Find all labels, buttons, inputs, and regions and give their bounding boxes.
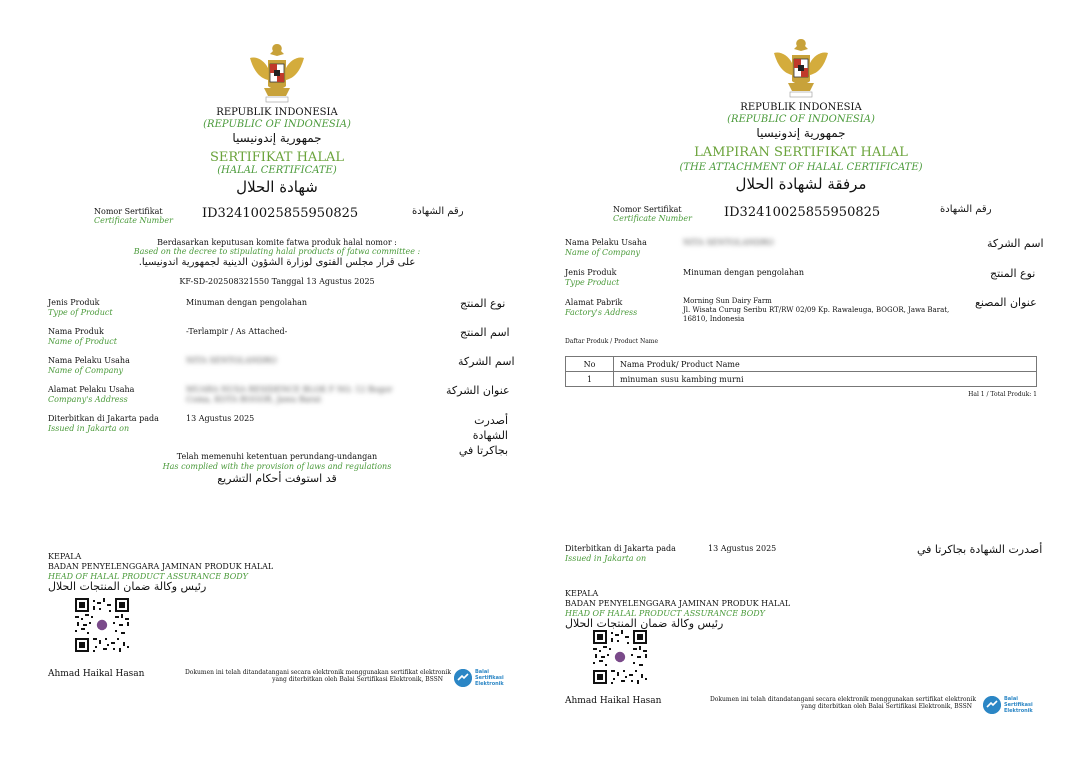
row-label-ar: اسم الشركة [458,355,515,368]
complied-text-en: Has complied with the provision of laws and regulations [162,462,392,471]
complied-text-ar: قد استوفت أحكام التشريع [217,472,337,485]
bsre-label: Sertifikasi [475,675,504,681]
cert-number-label-en: Certificate Number [613,214,692,223]
decree-text: Berdasarkan keputusan komite fatwa produk halal nomor : [157,238,397,247]
agency-name-en: HEAD OF HALAL PRODUCT ASSURANCE BODY [48,572,248,581]
issued-label: Diterbitkan di Jakarta pada [565,544,676,553]
issued-label-en: Issued in Jakarta on [565,554,647,563]
product-table [565,356,1037,387]
row-value: 13 Agustus 2025 [186,414,255,423]
bsre-label: Elektronik [475,681,504,687]
row-label-ar: نوع المنتج [460,297,506,310]
cell-product-name: minuman susu kambing murni [614,372,1037,387]
row-value: 16810, Indonesia [683,315,745,323]
cell-no: 1 [566,372,614,387]
republic-title-en: (REPUBLIC OF INDONESIA) [727,114,875,125]
row-label-en: Issued in Jakarta on [48,424,130,433]
bsre-label: Sertifikasi [1004,702,1033,708]
row-label: Alamat Pabrik [565,298,623,307]
row-label: Nama Produk [48,327,104,336]
row-label: Alamat Pelaku Usaha [48,385,135,394]
product-list-title: Daftar Produk / Product Name [565,338,659,345]
republic-title: REPUBLIK INDONESIA [216,107,338,118]
signer-name: Ahmad Haikal Hasan [565,696,662,706]
page-info: Hal 1 / Total Produk: 1 [968,391,1037,398]
republic-title-ar: جمهورية إندونيسيا [756,126,846,140]
row-label: Diterbitkan di Jakarta pada [48,414,159,423]
head-title: KEPALA [565,589,599,598]
row-label-en: Name of Company [565,248,641,257]
row-label-ar: اسم الشركة [987,237,1044,250]
row-value: Jl. Wisata Curug Seribu RT/RW 02/09 Kp. Rawaleuga, BOGOR, Jawa Barat, [683,306,950,314]
footer-text: yang diterbitkan oleh Balai Sertifikasi Elektronik, BSSN [272,676,443,683]
attachment-title-en: (THE ATTACHMENT OF HALAL CERTIFICATE) [679,162,923,173]
cert-number-label-ar: رقم الشهادة [940,204,992,215]
row-value: Minuman dengan pengolahan [186,298,308,307]
decree-text-en: Based on the decree to stipulating halal products of fatwa committee : [133,247,421,256]
qr-code-icon [75,598,129,652]
garuda-emblem-icon [246,40,308,106]
bsre-label: Balai [475,669,489,675]
row-label: Jenis Produk [48,298,100,307]
signer-name: Ahmad Haikal Hasan [48,669,145,679]
attachment-title-ar: مرفقة لشهادة الحلال [735,175,867,193]
row-label-ar: عنوان المصنع [975,296,1037,309]
row-label: Jenis Produk [565,268,617,277]
header-product-name: Nama Produk/ Product Name [614,357,1037,372]
agency-name: BADAN PENYELENGGARA JAMINAN PRODUK HALAL [565,599,791,608]
row-label-en: Factory's Address [565,308,638,317]
table-header-row [566,357,1037,372]
agency-name: BADAN PENYELENGGARA JAMINAN PRODUK HALAL [48,562,274,571]
row-value: NITA SENTOLANDRO [186,356,277,365]
row-value: MUARA NUSA RESIDENCE BLOK F NO. 12 Bogor Coma, KOTA BOGOR, Jawa Barat [186,385,393,404]
garuda-emblem-icon [770,35,832,101]
agency-name-ar: رئيس وكالة ضمان المنتجات الحلال [48,580,207,593]
bsre-label: Elektronik [1004,708,1033,714]
certificate-title-ar: شهادة الحلال [236,178,318,196]
header-no: No [566,357,614,372]
row-label-ar: نوع المنتج [990,267,1036,280]
bsre-label: Balai [1004,696,1018,702]
certificate-title-en: (HALAL CERTIFICATE) [217,165,337,176]
row-value: Minuman dengan pengolahan [683,268,805,277]
certificate-title: SERTIFIKAT HALAL [210,150,344,165]
cert-number-label-en: Certificate Number [94,216,173,225]
cert-number: ID32410025855950825 [724,205,881,220]
footer-text: Dokumen ini telah ditandatangani secara elektronik menggunakan sertifikat elektronik [185,669,451,676]
bsre-logo-icon [454,669,472,687]
decree-text-ar: على قرار مجلس الفتوى لوزارة الشؤون الدينية لجمهورية اندونيسيا. [138,257,416,268]
agency-name-ar: رئيس وكالة ضمان المنتجات الحلال [565,617,724,630]
row-value: Morning Sun Dairy Farm [683,297,772,305]
cert-number-label: Nomor Sertifikat [94,207,163,216]
row-label-en: Name of Product [48,337,117,346]
table-row [566,372,1037,387]
row-label-en: Name of Company [48,366,124,375]
issued-date: 13 Agustus 2025 [708,544,777,553]
row-label-en: Type of Product [48,308,113,317]
qr-code-icon [593,630,647,684]
row-label-en: Company's Address [48,395,128,404]
row-label-en: Type Product [565,278,620,287]
row-value: NITA SENTOLANDRO [683,238,774,247]
agency-name-en: HEAD OF HALAL PRODUCT ASSURANCE BODY [565,609,765,618]
decree-number: KF-SD-202508321550 Tanggal 13 Agustus 2025 [179,277,375,286]
row-label-ar: أصدرت الشهادة بجاكرتا في [458,414,508,457]
bsre-logo-icon [983,696,1001,714]
footer-text: yang diterbitkan oleh Balai Sertifikasi Elektronik, BSSN [801,703,972,710]
row-value: -Terlampir / As Attached- [186,327,288,336]
footer-text: Dokumen ini telah ditandatangani secara elektronik menggunakan sertifikat elektronik [710,696,976,703]
republic-title-en: (REPUBLIC OF INDONESIA) [203,119,351,130]
row-label-ar: اسم المنتج [460,326,510,339]
attachment-title: LAMPIRAN SERTIFIKAT HALAL [694,145,908,160]
complied-text: Telah memenuhi ketentuan perundang-undangan [176,452,378,461]
row-label-ar: عنوان الشركة [446,384,510,397]
republic-title: REPUBLIK INDONESIA [740,102,862,113]
cert-number-label: Nomor Sertifikat [613,205,682,214]
republic-title-ar: جمهورية إندونيسيا [232,131,322,145]
cert-number-label-ar: رقم الشهادة [412,206,464,217]
cert-number: ID32410025855950825 [202,206,359,221]
halal-certificate-attachment-page [540,0,1080,767]
row-label: Nama Pelaku Usaha [48,356,130,365]
row-label: Nama Pelaku Usaha [565,238,647,247]
head-title: KEPALA [48,552,82,561]
issued-label-ar: أصدرت الشهادة بجاكرتا في [917,543,1043,556]
